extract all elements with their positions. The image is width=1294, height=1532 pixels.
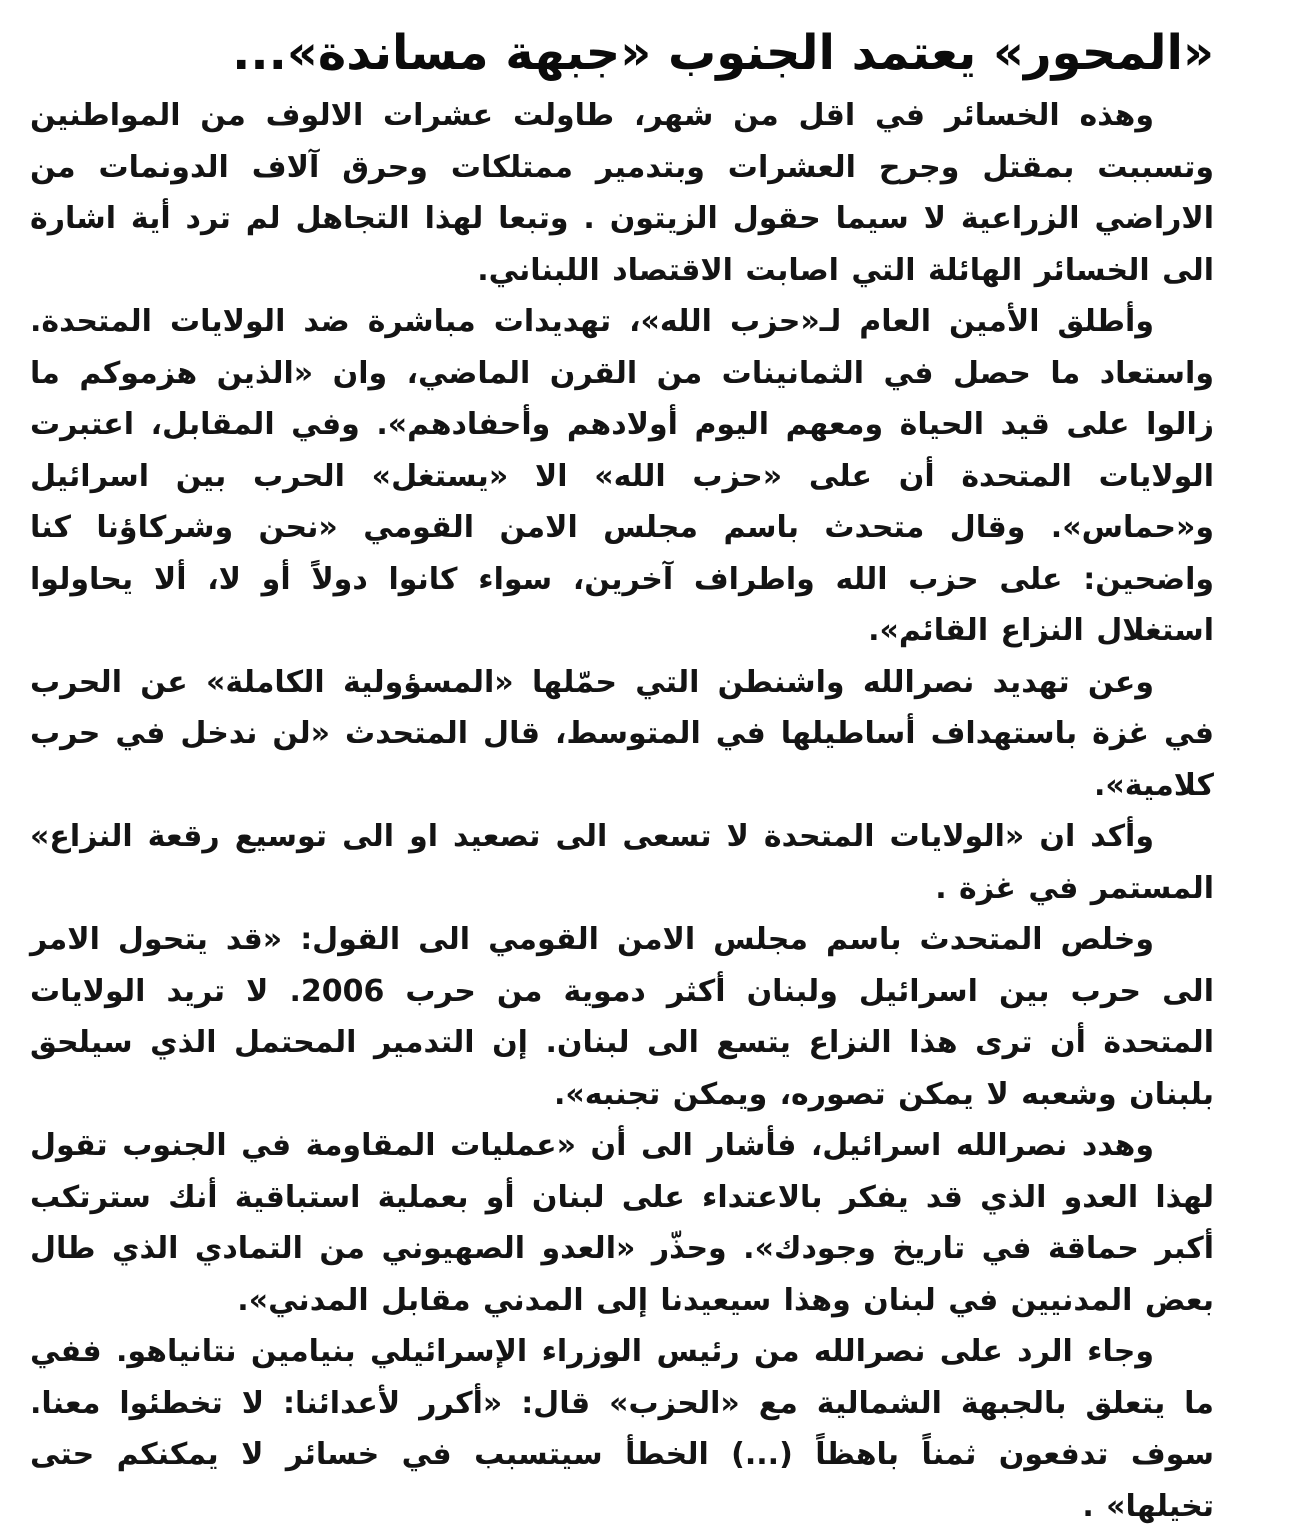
article-paragraph: وعن تهديد نصرالله واشنطن التي حمّلها «المسؤولية الكاملة» عن الحرب في غزة باستهداف أساطيلها في المتوسط، قال المتحدث «لن ندخل في حرب كلامية». — [30, 664, 1214, 803]
article-paragraph: وأكد ان «الولايات المتحدة لا تسعى الى تصعيد او الى توسيع رقعة النزاع» المستمر في غزة . — [30, 819, 1214, 906]
article-paragraph: وجاء الرد على نصرالله من رئيس الوزراء الإسرائيلي بنيامين نتانياهو. ففي ما يتعلق بالجبهة الشمالية مع «الحزب» قال: «أكرر لأعدائنا: لا تخطئوا معنا. سوف تدفعون ثمناً باهظاً (...) الخطأ سيتسبب في خسائر لا يمكنكم حتى تخيلها» . — [30, 1334, 1214, 1524]
article-paragraph: وخلص المتحدث باسم مجلس الامن القومي الى القول: «قد يتحول الامر الى حرب بين اسرائيل ولبنان أكثر دموية من حرب 2006. لا تريد الولايات المتحدة أن ترى هذا النزاع يتسع الى لبنان. إن التدمير المحتمل الذي سيلحق بلبنان وشعبه لا يمكن تصوره، ويمكن تجنبه». — [30, 922, 1214, 1112]
article-paragraph: وهدد نصرالله اسرائيل، فأشار الى أن «عمليات المقاومة في الجنوب تقول لهذا العدو الذي قد يفكر بالاعتداء على لبنان أو بعملية استباقية أنك سترتكب أكبر حماقة في تاريخ وجودك». وحذّر «العدو الصهيوني من التمادي الذي طال بعض المدنيين في لبنان وهذا سيعيدنا إلى المدني مقابل المدني». — [30, 1128, 1214, 1318]
article-paragraph: وأطلق الأمين العام لـ«حزب الله»، تهديدات مباشرة ضد الولايات المتحدة. واستعاد ما حصل في الثمانينات من القرن الماضي، وان «الذين هزموكم ما زالوا على قيد الحياة ومعهم اليوم أولادهم وأحفادهم». وفي المقابل، اعتبرت الولايات المتحدة أن على «حزب الله» الا «يستغل» الحرب بين اسرائيل و«حماس». وقال متحدث باسم مجلس الامن القومي «نحن وشركاؤنا كنا واضحين: على حزب الله واطراف آخرين، سواء كانوا دولاً أو لا، ألا يحاولوا استغلال النزاع القائم». — [30, 304, 1214, 648]
article-paragraph: وهذه الخسائر في اقل من شهر، طاولت عشرات الالوف من المواطنين وتسببت بمقتل وجرح العشرات وبتدمير ممتلكات وحرق آلاف الدونمات من الاراضي الزراعية لا سيما حقول الزيتون . وتبعا لهذا التجاهل لم ترد أية اشارة الى الخسائر الهائلة التي اصابت الاقتصاد اللبناني. — [30, 98, 1214, 288]
article-body — [30, 90, 1214, 1532]
article-headline: «المحور» يعتمد الجنوب «جبهة مساندة»... — [232, 25, 1214, 81]
